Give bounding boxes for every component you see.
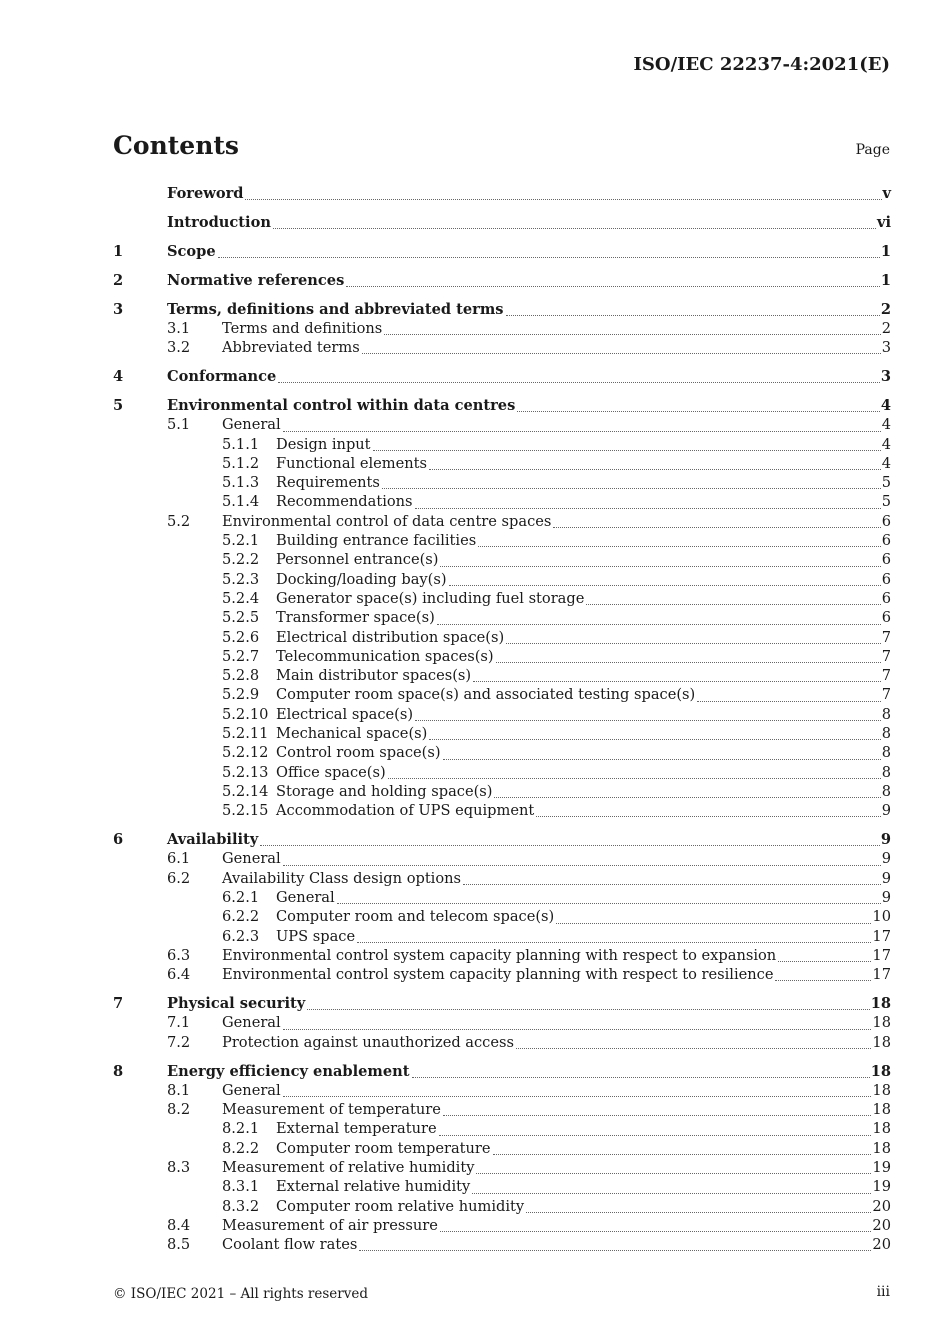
- toc-entry[interactable]: [113, 725, 891, 744]
- toc-entry[interactable]: [113, 243, 891, 262]
- toc-entry[interactable]: [113, 966, 891, 985]
- toc-entry-page: 18: [872, 1081, 891, 1099]
- toc-entry-label: Office space(s): [276, 763, 386, 781]
- toc-entry-label: General: [222, 1081, 281, 1099]
- toc-entry-page: 7: [881, 667, 891, 685]
- toc-entry-label: Generator space(s) including fuel storage: [276, 589, 585, 607]
- toc-entry-label: Introduction: [167, 213, 271, 231]
- dot-leader: [429, 469, 881, 470]
- toc-entry-label: Measurement of air pressure: [222, 1216, 438, 1234]
- dot-leader: [516, 1048, 871, 1049]
- toc-entry-page: 1: [880, 242, 891, 260]
- toc-entry-number: 8.5: [167, 1236, 191, 1254]
- toc-entry-label: General: [222, 1014, 281, 1032]
- toc-entry-page: 4: [880, 396, 891, 414]
- toc-entry[interactable]: [113, 764, 891, 783]
- toc-entry-label: External temperature: [276, 1120, 437, 1138]
- toc-entry-label: Coolant flow rates: [222, 1236, 358, 1254]
- toc-entry-label: Telecommunication spaces(s): [276, 647, 494, 665]
- toc-entry-number: 5.1: [167, 416, 191, 434]
- toc-entry[interactable]: [113, 455, 891, 474]
- toc-entry[interactable]: [113, 436, 891, 455]
- toc-entry-page: 5: [881, 493, 891, 511]
- toc-entry[interactable]: [113, 850, 891, 869]
- toc-entry-page: 7: [881, 686, 891, 704]
- toc-entry-number: 8.2.1: [222, 1120, 260, 1138]
- toc-entry-page: 9: [881, 888, 891, 906]
- toc-entry-number: 6.3: [167, 946, 191, 964]
- toc-entry-page: 7: [881, 628, 891, 646]
- toc-entry[interactable]: [113, 320, 891, 339]
- toc-entry-number: 5.2: [167, 512, 191, 530]
- toc-entry[interactable]: [113, 397, 891, 416]
- toc-entry-label: General: [222, 416, 281, 434]
- toc-entry-page: 6: [881, 512, 891, 530]
- dot-leader: [283, 1096, 872, 1097]
- toc-entry[interactable]: [113, 648, 891, 667]
- toc-entry-page: 7: [881, 647, 891, 665]
- dot-leader: [496, 662, 881, 663]
- toc-entry[interactable]: [113, 1178, 891, 1197]
- dot-leader: [553, 527, 880, 528]
- toc-entry-number: 8.3: [167, 1159, 191, 1176]
- toc-entry-page: 20: [872, 1236, 891, 1254]
- toc-entry-number: 3.1: [167, 319, 191, 337]
- toc-entry-label: Abbreviated terms: [222, 339, 360, 357]
- dot-leader: [473, 681, 881, 682]
- toc-entry[interactable]: [113, 889, 891, 908]
- toc-entry-label: Mechanical space(s): [276, 724, 428, 742]
- toc-entry-number: 6.2.3: [222, 927, 260, 945]
- toc-entry-page: 5: [881, 474, 891, 492]
- toc-entry[interactable]: [113, 1014, 891, 1033]
- toc-entry-label: Transformer space(s): [276, 609, 435, 627]
- dot-leader: [440, 566, 880, 567]
- toc-entry[interactable]: [113, 1236, 891, 1255]
- toc-entry-page: 9: [881, 869, 891, 887]
- toc-entry-number: 5.2.1: [222, 532, 260, 550]
- toc-entry-page: 20: [872, 1197, 891, 1215]
- toc-entry-label: Computer room space(s) and associated testing space(s): [276, 686, 696, 704]
- toc-entry-page: 20: [872, 1216, 891, 1234]
- toc-entry-page: 2: [880, 300, 891, 318]
- toc-entry-label: Conformance: [167, 368, 277, 386]
- toc-entry-number: 6.4: [167, 966, 191, 984]
- toc-entry-page: 17: [872, 966, 891, 984]
- toc-entry-page: 8: [881, 705, 891, 723]
- toc-entry-label: Environmental control within data centres: [167, 396, 516, 414]
- toc-entry-page: 6: [881, 589, 891, 607]
- dot-leader: [362, 353, 881, 354]
- toc-entry-number: 5.2.2: [222, 551, 260, 569]
- toc-entry-label: Scope: [167, 242, 216, 260]
- dot-leader: [439, 1135, 872, 1136]
- toc-entry[interactable]: [113, 416, 891, 435]
- toc-entry-page: v: [882, 185, 891, 202]
- toc-entry-number: 5.2.14: [222, 782, 269, 800]
- toc-entry-number: 6.2: [167, 869, 191, 887]
- table-of-contents: [113, 185, 891, 1255]
- toc-entry-number: 5.2.7: [222, 647, 260, 665]
- toc-entry-page: 8: [881, 782, 891, 800]
- toc-entry-number: 5.1.3: [222, 474, 260, 492]
- toc-entry-page: 4: [881, 435, 891, 453]
- toc-entry-number: 5: [113, 396, 124, 414]
- dot-leader: [443, 1115, 872, 1116]
- toc-entry[interactable]: [113, 1063, 891, 1082]
- dot-leader: [260, 845, 880, 846]
- toc-entry-number: 8.2: [167, 1101, 191, 1119]
- toc-entry-label: General: [276, 888, 335, 906]
- toc-entry-label: Measurement of temperature: [222, 1101, 441, 1119]
- toc-entry[interactable]: [113, 185, 891, 204]
- dot-leader: [478, 546, 880, 547]
- dot-leader: [463, 884, 881, 885]
- toc-entry-page: 8: [881, 744, 891, 762]
- dot-leader: [346, 286, 880, 287]
- toc-entry[interactable]: [113, 629, 891, 648]
- dot-leader: [415, 508, 881, 509]
- dot-leader: [493, 1154, 872, 1155]
- toc-entry[interactable]: [113, 1198, 891, 1217]
- dot-leader: [506, 315, 880, 316]
- toc-entry[interactable]: [113, 908, 891, 927]
- toc-entry-number: 5.2.13: [222, 763, 269, 781]
- toc-entry[interactable]: [113, 590, 891, 609]
- toc-entry-page: 9: [880, 831, 891, 849]
- dot-leader: [412, 1077, 870, 1078]
- toc-entry-number: 2: [113, 271, 124, 289]
- toc-entry[interactable]: [113, 1120, 891, 1139]
- toc-entry-number: 5.2.8: [222, 667, 260, 685]
- toc-entry-number: 5.2.4: [222, 589, 260, 607]
- toc-entry[interactable]: [113, 706, 891, 725]
- toc-entry-label: Building entrance facilities: [276, 532, 477, 550]
- toc-entry-label: External relative humidity: [276, 1178, 471, 1196]
- dot-leader: [283, 1029, 872, 1030]
- toc-entry[interactable]: [113, 1082, 891, 1101]
- toc-entry-page: 4: [881, 454, 891, 472]
- toc-entry-number: 6.1: [167, 850, 191, 868]
- toc-entry-label: Terms, definitions and abbreviated terms: [167, 300, 504, 318]
- toc-entry-page: 19: [872, 1159, 891, 1176]
- dot-leader: [586, 604, 880, 605]
- dot-leader: [556, 923, 871, 924]
- toc-entry-label: Environmental control system capacity planning with respect to expansion: [222, 946, 777, 964]
- toc-entry-number: 3.2: [167, 339, 191, 357]
- toc-entry-page: 18: [870, 995, 891, 1013]
- toc-entry-page: 8: [881, 763, 891, 781]
- toc-entry[interactable]: [113, 474, 891, 493]
- toc-entry-label: Computer room and telecom space(s): [276, 908, 555, 926]
- toc-entry-page: 6: [881, 532, 891, 550]
- page-column-label: Page: [855, 142, 890, 158]
- toc-entry-label: Foreword: [167, 185, 244, 202]
- toc-entry-label: Protection against unauthorized access: [222, 1033, 514, 1051]
- dot-leader: [517, 411, 880, 412]
- toc-entry-number: 6: [113, 831, 124, 849]
- toc-entry-number: 5.1.4: [222, 493, 260, 511]
- toc-entry-page: 17: [872, 927, 891, 945]
- toc-entry-label: Physical security: [167, 995, 306, 1013]
- dot-leader: [449, 585, 881, 586]
- toc-entry[interactable]: [113, 783, 891, 802]
- dot-leader: [307, 1009, 869, 1010]
- toc-entry-label: Computer room relative humidity: [276, 1197, 525, 1215]
- toc-entry[interactable]: [113, 1217, 891, 1236]
- page-number: iii: [876, 1284, 890, 1300]
- dot-leader: [382, 488, 881, 489]
- toc-entry-page: 17: [872, 946, 891, 964]
- toc-entry[interactable]: [113, 532, 891, 551]
- toc-entry[interactable]: [113, 272, 891, 291]
- toc-entry-page: 3: [880, 368, 891, 386]
- dot-leader: [337, 903, 881, 904]
- toc-entry[interactable]: [113, 493, 891, 512]
- toc-entry-label: Energy efficiency enablement: [167, 1062, 410, 1080]
- toc-entry-page: 10: [872, 908, 891, 926]
- toc-entry[interactable]: [113, 214, 891, 233]
- toc-entry-page: 1: [880, 271, 891, 289]
- toc-entry[interactable]: [113, 301, 891, 320]
- dot-leader: [373, 450, 881, 451]
- toc-entry-label: Requirements: [276, 474, 380, 492]
- toc-entry-number: 4: [113, 368, 124, 386]
- toc-entry-page: 18: [872, 1120, 891, 1138]
- toc-entry[interactable]: [113, 947, 891, 966]
- dot-leader: [697, 701, 880, 702]
- dot-leader: [283, 431, 881, 432]
- toc-entry-number: 5.2.6: [222, 628, 260, 646]
- toc-entry[interactable]: [113, 686, 891, 705]
- toc-entry-label: Control room space(s): [276, 744, 441, 762]
- toc-entry-label: Electrical distribution space(s): [276, 628, 505, 646]
- toc-entry-label: Terms and definitions: [222, 319, 383, 337]
- toc-entry-page: 9: [881, 802, 891, 820]
- toc-entry-number: 3: [113, 300, 124, 318]
- toc-entry-page: 3: [881, 339, 891, 357]
- toc-entry-label: Main distributor spaces(s): [276, 667, 472, 685]
- toc-entry[interactable]: [113, 928, 891, 947]
- toc-entry-page: 6: [881, 551, 891, 569]
- toc-entry[interactable]: [113, 667, 891, 686]
- dot-leader: [778, 961, 871, 962]
- toc-entry-number: 5.2.5: [222, 609, 260, 627]
- toc-entry-label: Availability: [167, 831, 259, 849]
- dot-leader: [359, 1250, 871, 1251]
- toc-entry[interactable]: [113, 1159, 891, 1178]
- toc-entry-number: 6.2.2: [222, 908, 260, 926]
- dot-leader: [245, 199, 881, 200]
- toc-entry-label: Personnel entrance(s): [276, 551, 439, 569]
- toc-entry[interactable]: [113, 551, 891, 570]
- toc-entry-number: 5.1.1: [222, 435, 260, 453]
- toc-entry-label: Accommodation of UPS equipment: [276, 802, 535, 820]
- dot-leader: [278, 382, 880, 383]
- toc-entry-page: 18: [872, 1033, 891, 1051]
- dot-leader: [472, 1193, 871, 1194]
- toc-entry-number: 5.2.10: [222, 705, 269, 723]
- toc-entry[interactable]: [113, 339, 891, 358]
- toc-entry-label: Normative references: [167, 271, 345, 289]
- toc-entry-page: 6: [881, 570, 891, 588]
- toc-entry[interactable]: [113, 831, 891, 850]
- copyright-notice: © ISO/IEC 2021 – All rights reserved: [113, 1286, 368, 1302]
- toc-entry-number: 7.2: [167, 1033, 191, 1051]
- toc-entry-label: Availability Class design options: [222, 869, 462, 887]
- toc-entry-page: 9: [881, 850, 891, 868]
- document-id: ISO/IEC 22237-4:2021(E): [633, 54, 890, 75]
- toc-entry-label: Environmental control of data centre spaces: [222, 512, 552, 530]
- dot-leader: [357, 942, 871, 943]
- toc-entry-number: 5.2.15: [222, 802, 269, 820]
- dot-leader: [384, 334, 880, 335]
- toc-entry-page: 19: [872, 1178, 891, 1196]
- toc-entry-page: 6: [881, 609, 891, 627]
- toc-entry-number: 8: [113, 1062, 124, 1080]
- dot-leader: [388, 778, 881, 779]
- toc-entry[interactable]: [113, 1140, 891, 1159]
- toc-entry-label: Storage and holding space(s): [276, 782, 493, 800]
- dot-leader: [440, 1231, 872, 1232]
- toc-entry-page: 18: [872, 1101, 891, 1119]
- toc-entry-number: 6.2.1: [222, 888, 260, 906]
- toc-entry-label: Electrical space(s): [276, 705, 414, 723]
- dot-leader: [526, 1212, 871, 1213]
- dot-leader: [775, 980, 871, 981]
- dot-leader: [494, 797, 880, 798]
- toc-entry-label: UPS space: [276, 927, 356, 945]
- toc-entry-number: 5.2.11: [222, 724, 269, 742]
- dot-leader: [218, 257, 880, 258]
- toc-entry-page: vi: [876, 213, 891, 231]
- toc-entry-number: 5.2.3: [222, 570, 260, 588]
- toc-entry-label: Recommendations: [276, 493, 413, 511]
- toc-entry[interactable]: [113, 368, 891, 387]
- toc-entry[interactable]: [113, 995, 891, 1014]
- toc-entry-page: 18: [872, 1014, 891, 1032]
- dot-leader: [506, 643, 881, 644]
- toc-entry[interactable]: [113, 609, 891, 628]
- dot-leader: [283, 865, 881, 866]
- toc-entry-number: 8.2.2: [222, 1139, 260, 1157]
- toc-entry-number: 8.3.1: [222, 1178, 260, 1196]
- toc-entry-number: 1: [113, 242, 124, 260]
- toc-entry-number: 5.1.2: [222, 454, 260, 472]
- toc-entry[interactable]: [113, 802, 891, 821]
- toc-entry-label: Functional elements: [276, 454, 427, 472]
- toc-entry-number: 5.2.12: [222, 744, 269, 762]
- dot-leader: [273, 228, 876, 229]
- toc-entry-page: 18: [870, 1062, 891, 1080]
- toc-entry-number: 7.1: [167, 1014, 191, 1032]
- toc-entry-label: Measurement of relative humidity: [222, 1159, 475, 1176]
- dot-leader: [443, 759, 881, 760]
- contents-title: Contents: [113, 131, 240, 160]
- toc-entry-number: 8.4: [167, 1216, 191, 1234]
- toc-entry-label: Design input: [276, 435, 371, 453]
- dot-leader: [429, 739, 880, 740]
- toc-entry-number: 8.1: [167, 1081, 191, 1099]
- toc-entry-number: 7: [113, 995, 124, 1013]
- toc-entry-page: 4: [881, 416, 891, 434]
- toc-entry[interactable]: [113, 744, 891, 763]
- toc-entry-page: 8: [881, 724, 891, 742]
- toc-entry-label: Computer room temperature: [276, 1139, 491, 1157]
- toc-entry[interactable]: [113, 571, 891, 590]
- toc-entry[interactable]: [113, 513, 891, 532]
- toc-entry[interactable]: [113, 1101, 891, 1120]
- toc-entry-page: 18: [872, 1139, 891, 1157]
- toc-entry-page: 2: [881, 319, 891, 337]
- toc-entry-label: Environmental control system capacity planning with respect to resilience: [222, 966, 774, 984]
- toc-entry[interactable]: [113, 1034, 891, 1053]
- toc-entry-label: General: [222, 850, 281, 868]
- toc-entry[interactable]: [113, 870, 891, 889]
- dot-leader: [415, 720, 881, 721]
- dot-leader: [476, 1173, 871, 1174]
- dot-leader: [437, 624, 881, 625]
- toc-entry-number: 8.3.2: [222, 1197, 260, 1215]
- toc-entry-label: Docking/loading bay(s): [276, 570, 447, 588]
- dot-leader: [536, 816, 880, 817]
- toc-entry-number: 5.2.9: [222, 686, 260, 704]
